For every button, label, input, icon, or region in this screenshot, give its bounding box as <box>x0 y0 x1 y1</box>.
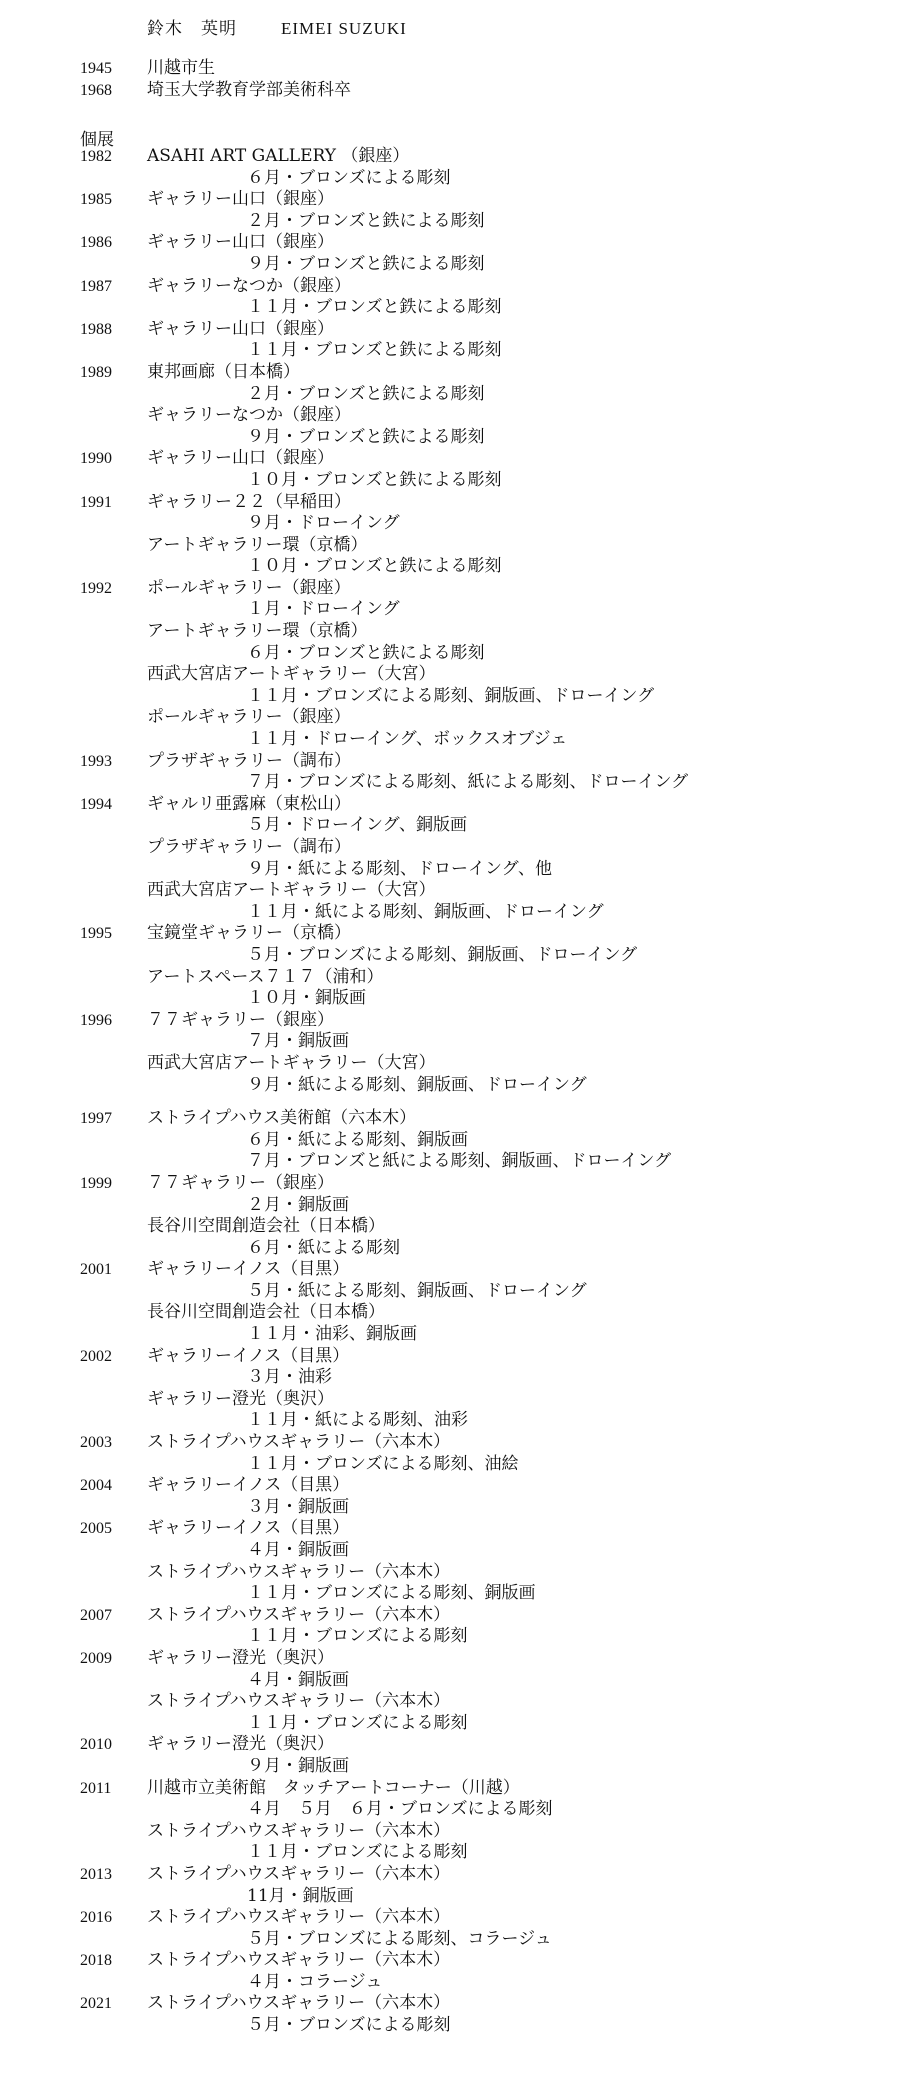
exhibition-detail: ３月・銅版画 <box>247 1496 349 1517</box>
venue-name: ポールギャラリー（銀座） <box>147 577 351 598</box>
venue-name: 宝鏡堂ギャラリー（京橋） <box>147 923 351 944</box>
exhibition-detail: ７月・銅版画 <box>247 1031 349 1052</box>
exhibition-detail: １１月・ブロンズと鉄による彫刻 <box>247 340 502 361</box>
exhibition-year: 1986 <box>80 234 112 252</box>
venue-name: ギャラリー山口（銀座） <box>147 318 334 339</box>
exhibition-detail: １１月・紙による彫刻、油彩 <box>247 1410 468 1431</box>
exhibition-year: 2013 <box>80 1865 112 1883</box>
exhibition-year: 1987 <box>80 277 112 295</box>
exhibition-detail: 11月・銅版画 <box>247 1885 354 1906</box>
venue-name: ギャラリー澄光（奥沢） <box>147 1388 334 1409</box>
exhibition-detail: ９月・ブロンズと鉄による彫刻 <box>247 426 485 447</box>
exhibition-detail: ７月・ブロンズによる彫刻、紙による彫刻、ドローイング <box>247 772 689 793</box>
exhibition-year: 1993 <box>80 752 112 770</box>
artist-name-kanji: 鈴木 英明 <box>147 19 237 39</box>
venue-name: 長谷川空間創造会社（日本橋） <box>147 1216 385 1237</box>
venue-name: ギャラリー澄光（奥沢） <box>147 1647 334 1668</box>
exhibition-detail: ５月・紙による彫刻、銅版画、ドローイング <box>247 1280 587 1301</box>
venue-name: ギャラリー澄光（奥沢） <box>147 1734 334 1755</box>
venue-name: ギャラリー２２（早稲田） <box>147 491 351 512</box>
venue-name: ギャラリーなつか（銀座） <box>147 405 351 426</box>
venue-name: ストライプハウスギャラリー（六本木） <box>147 1993 451 2014</box>
venue-name: ７７ギャラリー（銀座） <box>147 1009 334 1030</box>
exhibition-year: 1990 <box>80 450 112 468</box>
exhibition-year: 2007 <box>80 1606 112 1624</box>
exhibition-detail: ６月・紙による彫刻 <box>247 1237 400 1258</box>
exhibition-year: 2004 <box>80 1477 112 1495</box>
exhibition-year: 1988 <box>80 320 112 338</box>
venue-name: ギャラリー山口（銀座） <box>147 448 334 469</box>
exhibition-detail: １１月・ブロンズによる彫刻 <box>247 1626 468 1647</box>
venue-name: ポールギャラリー（銀座） <box>147 707 351 728</box>
exhibition-year: 1994 <box>80 795 112 813</box>
exhibition-detail: ３月・油彩 <box>247 1367 332 1388</box>
venue-name: ７７ギャラリー（銀座） <box>147 1172 334 1193</box>
exhibition-detail: １０月・ブロンズと鉄による彫刻 <box>247 469 502 490</box>
venue-name: ギャラリーなつか（銀座） <box>147 275 351 296</box>
venue-name: ストライプハウスギャラリー（六本木） <box>147 1691 451 1712</box>
exhibition-year: 2002 <box>80 1347 112 1365</box>
exhibition-year: 1999 <box>80 1174 112 1192</box>
exhibition-detail: ４月・コラージュ <box>247 1971 383 1992</box>
exhibition-detail: １１月・油彩、銅版画 <box>247 1324 417 1345</box>
exhibition-detail: ２月・ブロンズと鉄による彫刻 <box>247 210 485 231</box>
venue-name: ストライプハウスギャラリー（六本木） <box>147 1863 451 1884</box>
exhibition-year: 1982 <box>80 148 112 165</box>
exhibition-detail: ６月・紙による彫刻、銅版画 <box>247 1129 468 1150</box>
exhibition-detail: ６月・ブロンズによる彫刻 <box>247 167 451 188</box>
venue-name: ストライプハウスギャラリー（六本木） <box>147 1907 451 1928</box>
exhibition-detail: ９月・紙による彫刻、銅版画、ドローイング <box>247 1074 587 1095</box>
artist-name-romaji: EIMEI SUZUKI <box>281 19 407 38</box>
venue-name: 西武大宮店アートギャラリー（大宮） <box>147 880 436 901</box>
exhibition-detail: １１月・ブロンズと鉄による彫刻 <box>247 297 502 318</box>
exhibition-year: 2001 <box>80 1261 112 1279</box>
venue-name: ギャラリーイノス（目黒） <box>147 1259 350 1280</box>
exhibition-year: 1992 <box>80 579 112 597</box>
exhibition-year: 2003 <box>80 1434 112 1452</box>
venue-name: ストライプハウスギャラリー（六本木） <box>147 1820 451 1841</box>
exhibition-year: 2005 <box>80 1520 112 1538</box>
exhibition-year: 2021 <box>80 1995 112 2013</box>
exhibition-detail: ２月・ブロンズと鉄による彫刻 <box>247 383 485 404</box>
venue-name: ASAHI ART GALLERY （銀座） <box>147 146 410 166</box>
exhibition-detail: ２月・銅版画 <box>247 1194 349 1215</box>
venue-name: ストライプハウスギャラリー（六本木） <box>147 1561 451 1582</box>
exhibition-detail: ５月・ブロンズによる彫刻、銅版画、ドローイング <box>247 944 638 965</box>
exhibition-detail: １１月・ブロンズによる彫刻 <box>247 1842 468 1863</box>
exhibition-year: 2016 <box>80 1909 112 1927</box>
bio-year: 1968 <box>80 81 112 99</box>
exhibition-year: 2018 <box>80 1952 112 1970</box>
exhibition-detail: ４月・銅版画 <box>247 1669 349 1690</box>
exhibition-year: 1985 <box>80 191 112 209</box>
venue-name: ギャラリーイノス（目黒） <box>147 1475 350 1496</box>
exhibition-year: 1989 <box>80 363 112 381</box>
venue-name: 東邦画廊（日本橋） <box>147 361 300 382</box>
exhibition-year: 1996 <box>80 1011 112 1029</box>
exhibition-detail: １１月・ブロンズによる彫刻、油絵 <box>247 1453 519 1474</box>
exhibition-year: 2010 <box>80 1736 112 1754</box>
venue-name: ギャラリー山口（銀座） <box>147 189 334 210</box>
exhibition-detail: １１月・紙による彫刻、銅版画、ドローイング <box>247 901 604 922</box>
venue-name: ストライプハウスギャラリー（六本木） <box>147 1604 451 1625</box>
exhibition-detail: ９月・銅版画 <box>247 1755 349 1776</box>
bio-text: 川越市生 <box>147 58 215 78</box>
venue-name: ストライプハウスギャラリー（六本木） <box>147 1432 451 1453</box>
exhibition-detail: ５月・ドローイング、銅版画 <box>247 815 467 836</box>
exhibition-year: 1997 <box>80 1110 112 1128</box>
venue-name: 西武大宮店アートギャラリー（大宮） <box>147 1052 436 1073</box>
exhibition-detail: ５月・ブロンズによる彫刻 <box>247 2015 451 2036</box>
exhibition-detail: １１月・ブロンズによる彫刻、銅版画 <box>247 1583 536 1604</box>
venue-name: 川越市立美術館 タッチアートコーナー（川越） <box>147 1777 520 1798</box>
exhibition-detail: ９月・ブロンズと鉄による彫刻 <box>247 253 485 274</box>
venue-name: ストライプハウスギャラリー（六本木） <box>147 1950 451 1971</box>
venue-name: ギャラリーイノス（目黒） <box>147 1345 350 1366</box>
exhibition-detail: ５月・ブロンズによる彫刻、コラージュ <box>247 1928 552 1949</box>
venue-name: アートギャラリー環（京橋） <box>147 621 368 642</box>
exhibition-detail: １１月・ブロンズによる彫刻、銅版画、ドローイング <box>247 685 655 706</box>
exhibition-detail: １１月・ブロンズによる彫刻 <box>247 1712 468 1733</box>
venue-name: プラザギャラリー（調布） <box>147 837 351 857</box>
exhibition-detail: ４月 ５月 ６月・ブロンズによる彫刻 <box>247 1799 553 1820</box>
exhibition-detail: １０月・ブロンズと鉄による彫刻 <box>247 556 502 577</box>
venue-name: アートギャラリー環（京橋） <box>147 534 368 555</box>
exhibition-detail: ６月・ブロンズと鉄による彫刻 <box>247 642 485 663</box>
exhibition-detail: ９月・紙による彫刻、ドローイング、他 <box>247 858 552 879</box>
exhibition-detail: ４月・銅版画 <box>247 1540 349 1560</box>
section-title: 個展 <box>80 130 114 150</box>
venue-name: 西武大宮店アートギャラリー（大宮） <box>147 664 436 685</box>
venue-name: ストライプハウス美術館（六本木） <box>147 1108 417 1129</box>
exhibition-detail: １０月・銅版画 <box>247 988 366 1009</box>
venue-name: アートスペース７１７（浦和） <box>147 966 384 987</box>
exhibition-detail: １月・ドローイング <box>247 599 400 620</box>
exhibition-detail: ９月・ドローイング <box>247 513 400 534</box>
exhibition-detail: １１月・ドローイング、ボックスオブジェ <box>247 729 568 750</box>
exhibition-year: 2011 <box>80 1779 112 1797</box>
venue-name: ギャラリーイノス（目黒） <box>147 1518 350 1539</box>
bio-year: 1945 <box>80 60 112 77</box>
exhibition-year: 1995 <box>80 925 112 943</box>
bio-text: 埼玉大学教育学部美術科卒 <box>147 79 351 100</box>
exhibition-detail: ７月・ブロンズと紙による彫刻、銅版画、ドローイング <box>247 1151 672 1172</box>
artist-name <box>147 14 407 39</box>
exhibition-year: 1991 <box>80 493 112 511</box>
venue-name: ギャラリー山口（銀座） <box>147 232 334 253</box>
exhibition-year: 2009 <box>80 1649 112 1667</box>
venue-name: プラザギャラリー（調布） <box>147 750 351 771</box>
venue-name: 長谷川空間創造会社（日本橋） <box>147 1302 385 1323</box>
venue-name: ギャルリ亜露麻（東松山） <box>147 793 351 814</box>
